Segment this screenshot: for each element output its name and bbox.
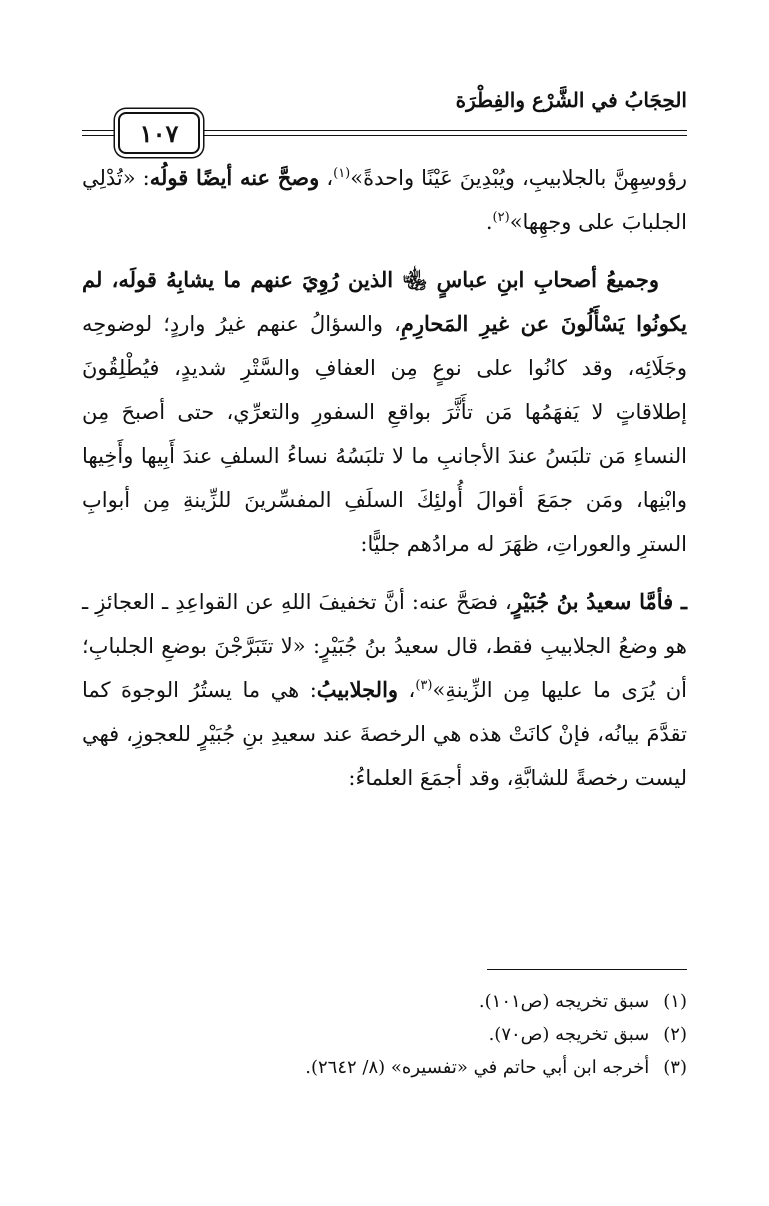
- paragraph-text: ،: [319, 166, 334, 190]
- paragraph-1: [82, 156, 687, 244]
- bold-phrase: ـ فأمَّا سعيدُ بنُ جُبَيْرٍ: [511, 589, 687, 614]
- footnote-number: (٣): [663, 1057, 687, 1078]
- footnote-text: أخرجه ابن أبي حاتم في «تفسيره» (٨/ ٢٦٤٢).: [305, 1057, 650, 1078]
- footnote-ref: (١): [333, 166, 351, 181]
- page-number: ١٠٧: [118, 112, 200, 154]
- paragraph-text: ، والسؤالُ عنهم غيرُ واردٍ؛ لوضوحِه وجَلَائِه، وقد كانُوا على نوعٍ مِن العفافِ والسَّتْرِ شديدٍ، فيُطْلِقُونَ إطلاقاتٍ لا يَفهَمُها مَن تأَثَّرَ بواقعِ السفورِ والتعرِّي، حتى أصبحَ مِن النساءِ مَن تلبَسُ عندَ الأجانبِ ما لا تلبَسُهُ نساءُ السلفِ عندَ أَبِيها وأَخِيها وابْنِها، ومَن جمَعَ أقوالَ أُولئِكَ السلَفِ المفسِّرينَ للزِّينةِ مِن أبوابِ السترِ والعوراتِ، ظهَرَ له مرادُهم جليًّا:: [82, 312, 687, 556]
- paragraph-2: [82, 258, 687, 566]
- running-header-title: الحِجَابُ في الشَّرْع والفِطْرَة: [455, 88, 687, 112]
- paragraph-3: [82, 580, 687, 800]
- main-text: [82, 156, 687, 814]
- paragraph-text: ،: [398, 678, 416, 702]
- bold-phrase: والجلابيبُ: [316, 677, 399, 702]
- footnote-text: سبق تخريجه (ص٧٠).: [488, 1024, 650, 1045]
- footnote-1: [82, 985, 687, 1018]
- paragraph-text: رؤوسِهِنَّ بالجلابيبِ، ويُبْدِينَ عَيْنًا واحدةً»: [350, 166, 688, 190]
- footnote-3: [82, 1051, 687, 1084]
- paragraph-text: : هي ما يستُرُ الوجوهَ كما تقدَّمَ بيانُه، فإنْ كانَتْ هذه هي الرخصةَ عند سعيدِ بنِ جُبَيْرٍ للعجوزِ، فهي ليست رخصةً للشابَّةِ، وقد أجمَعَ العلماءُ:: [82, 678, 687, 790]
- paragraph-text: : «تُدْلِي الجلبابَ على وجهِها»: [82, 166, 687, 234]
- footnote-number: (٢): [663, 1024, 687, 1045]
- footnote-2: [82, 1018, 687, 1051]
- footnote-text: سبق تخريجه (ص١٠١).: [478, 991, 650, 1012]
- footnote-number: (١): [663, 991, 687, 1012]
- footnote-ref: (٣): [415, 678, 433, 693]
- footnote-ref: (٢): [492, 210, 510, 225]
- paragraph-text: .: [485, 210, 493, 234]
- paragraph-text: ، فصَحَّ عنه: أنَّ تخفيفَ اللهِ عن القواعِدِ ـ العجائزِ ـ هو وضعُ الجلابيبِ فقط، قال سعيدُ بنُ جُبَيْرٍ: «لا تتَبَرَّجْنَ بوضعِ الجلبابِ؛ أن يُرَى ما عليها مِن الزِّينةِ»: [82, 590, 687, 702]
- bold-phrase: وجميعُ أصحابِ ابنِ عباسٍ ﵄ الذين رُوِيَ عنهم ما يشابِهُ قولَه، لم يكونُوا يَسْأَلُونَ عن غيرِ المَحارِمِ: [82, 267, 687, 336]
- footnote-separator: [487, 969, 687, 970]
- footnotes: [82, 985, 687, 1084]
- bold-phrase: وصحَّ عنه أيضًا قولُه: [149, 165, 320, 190]
